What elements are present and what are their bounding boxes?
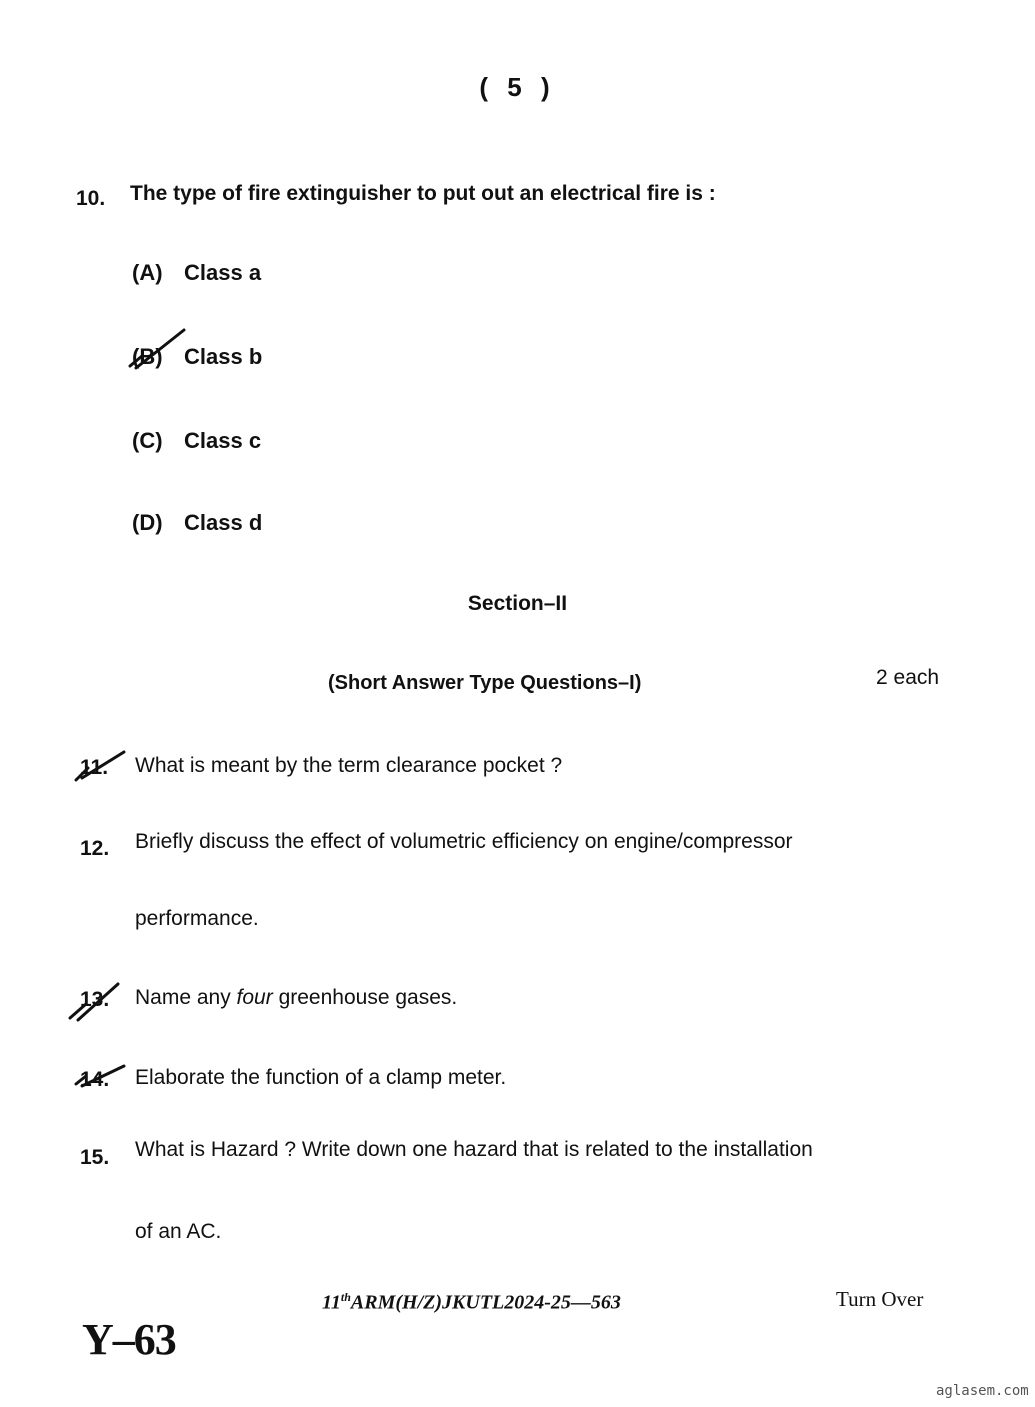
paper-code (322, 1290, 621, 1315)
option-a-letter: (A) (132, 260, 163, 285)
option-b-letter: (B) (132, 344, 163, 369)
question-13-text (135, 986, 457, 1010)
question-12-line2: performance. (135, 907, 259, 930)
option-a-text: Class a (184, 260, 262, 285)
question-15-line2: of an AC. (135, 1220, 222, 1243)
section-subtitle: (Short Answer Type Questions–I) (328, 672, 642, 694)
question-10-number: 10. (76, 187, 106, 210)
question-12-number: 12. (80, 837, 110, 860)
option-b (132, 344, 262, 370)
paper-code-post: ARM(H/Z)JKUTL2024-25—563 (350, 1291, 621, 1314)
option-c-text: Class c (184, 428, 262, 453)
question-14-text: Elaborate the function of a clamp meter. (135, 1066, 507, 1089)
option-d (132, 510, 262, 536)
section-marks: 2 each (876, 666, 940, 689)
option-a (132, 260, 261, 286)
question-13-post: greenhouse gases. (272, 986, 458, 1009)
turn-over: Turn Over (836, 1287, 924, 1311)
option-c (132, 428, 261, 454)
question-11-number: 11. (80, 756, 109, 779)
option-b-text: Class b (184, 344, 263, 369)
series-code: Y–63 (82, 1315, 176, 1364)
option-d-text: Class d (184, 510, 263, 535)
question-10-text: The type of fire extinguisher to put out an electrical fire is : (130, 182, 716, 205)
question-15-line1: What is Hazard ? Write down one hazard that is related to the installation (135, 1138, 813, 1161)
question-14-number: 14. (80, 1068, 110, 1091)
option-c-letter: (C) (132, 428, 163, 453)
watermark: aglasem.com (936, 1383, 1029, 1399)
question-11-text: What is meant by the term clearance pocket ? (135, 754, 563, 777)
question-13-pre: Name any (135, 986, 237, 1009)
question-13-emphasis: four (236, 986, 273, 1009)
question-12-line1: Briefly discuss the effect of volumetric efficiency on engine/compressor (135, 830, 793, 853)
paper-code-pre: 11 (322, 1291, 341, 1314)
page-number: ( 5 ) (479, 72, 556, 102)
section-title: Section–II (467, 592, 568, 615)
option-d-letter: (D) (132, 510, 163, 535)
paper-code-sup: th (340, 1290, 351, 1304)
question-13-number: 13. (80, 988, 110, 1011)
question-15-number: 15. (80, 1146, 110, 1169)
